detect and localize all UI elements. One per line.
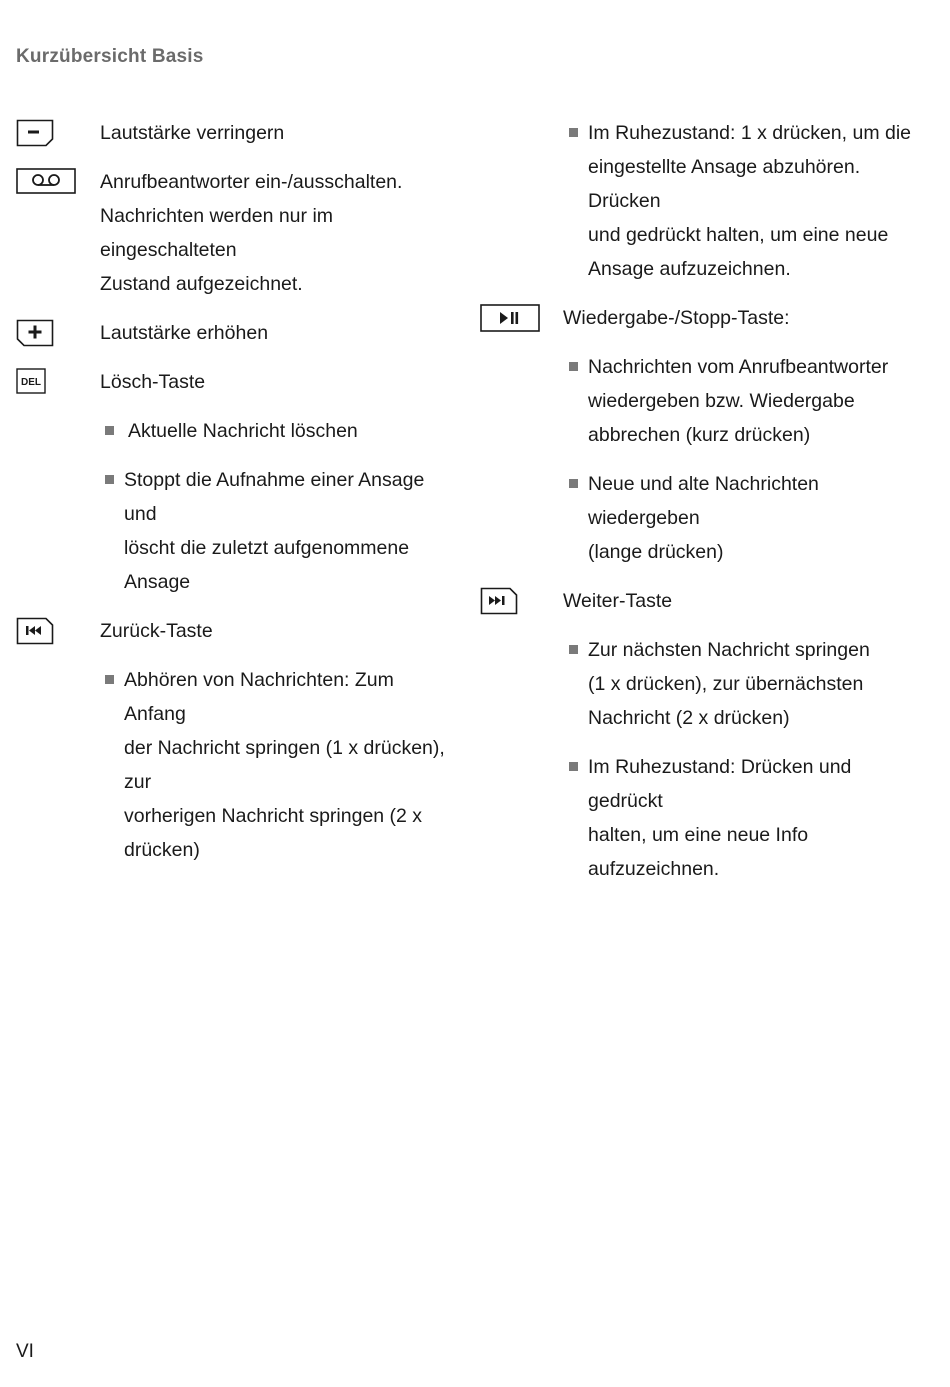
bullet-text: drücken) — [124, 839, 200, 861]
bullet-text: der Nachricht springen (1 x drücken), zur — [124, 737, 445, 793]
bullet-square-icon — [105, 426, 114, 435]
key-entry-play-stop — [480, 301, 930, 335]
bullet-square-icon — [569, 762, 578, 771]
bullet-text: Nachrichten vom Anrufbeantworter — [588, 356, 889, 378]
key-entry-next — [480, 584, 930, 618]
bullet-text: Nachricht (2 x drücken) — [588, 707, 790, 729]
entry-text: Lösch-Taste — [100, 371, 206, 393]
entry-text: Nachrichten werden nur im eingeschalteten — [100, 205, 334, 261]
bullet-text: eingestellte Ansage abzuhören. Drücken — [588, 156, 861, 212]
bullet-square-icon — [569, 479, 578, 488]
entry-text: Lautstärke erhöhen — [100, 322, 269, 344]
previous-key-icon — [16, 617, 54, 645]
bullet-text: Neue und alte Nachrichten wiedergeben — [588, 473, 819, 529]
bullet-text: löscht die zuletzt aufgenommene — [124, 537, 410, 559]
bullet-item — [16, 414, 456, 448]
bullet-text: abbrechen (kurz drücken) — [588, 424, 811, 446]
bullet-item — [480, 116, 930, 286]
bullet-item — [480, 350, 930, 452]
next-key-icon — [480, 587, 518, 615]
right-column — [480, 116, 930, 901]
bullet-text: (lange drücken) — [588, 541, 724, 563]
bullet-text: Abhören von Nachrichten: Zum Anfang — [124, 669, 394, 725]
bullet-text: und gedrückt halten, um eine neue — [588, 224, 889, 246]
bullet-text: vorherigen Nachricht springen (2 x — [124, 805, 423, 827]
bullet-text: wiedergeben bzw. Wiedergabe — [588, 390, 855, 412]
bullet-square-icon — [569, 128, 578, 137]
bullet-item — [480, 750, 930, 886]
bullet-text: Ansage — [124, 571, 191, 593]
key-entry-answering-machine — [16, 165, 456, 301]
bullet-item — [480, 467, 930, 569]
bullet-square-icon — [569, 645, 578, 654]
page-number: VI — [16, 1341, 34, 1362]
entry-text: Zurück-Taste — [100, 620, 213, 642]
bullet-text: (1 x drücken), zur übernächsten — [588, 673, 864, 695]
bullet-square-icon — [105, 475, 114, 484]
bullet-text: Im Ruhezustand: Drücken und gedrückt — [588, 756, 852, 812]
key-entry-delete — [16, 365, 456, 399]
left-column — [16, 116, 456, 882]
delete-key-icon — [16, 368, 46, 394]
volume-up-key-icon — [16, 319, 54, 347]
answering-machine-key-icon — [16, 168, 76, 194]
entry-text: Lautstärke verringern — [100, 122, 285, 144]
entry-text: Wiedergabe-/Stopp-Taste: — [563, 307, 790, 329]
bullet-text: halten, um eine neue Info aufzuzeichnen. — [588, 824, 809, 880]
entry-text: Weiter-Taste — [563, 590, 673, 612]
delete-key-label: DEL — [21, 377, 41, 388]
bullet-text: Ansage aufzuzeichnen. — [588, 258, 791, 280]
bullet-item — [16, 663, 456, 867]
bullet-square-icon — [569, 362, 578, 371]
bullet-square-icon — [105, 675, 114, 684]
bullet-text: Im Ruhezustand: 1 x drücken, um die — [588, 122, 911, 144]
entry-text: Anrufbeantworter ein-/ausschalten. — [100, 171, 403, 193]
key-entry-volume-up — [16, 316, 456, 350]
bullet-text: Aktuelle Nachricht löschen — [128, 420, 358, 442]
bullet-text: Zur nächsten Nachricht springen — [588, 639, 870, 661]
bullet-text: Stoppt die Aufnahme einer Ansage und — [124, 469, 425, 525]
key-entry-previous — [16, 614, 456, 648]
page-header: Kurzübersicht Basis — [16, 46, 204, 67]
key-entry-volume-down — [16, 116, 456, 150]
bullet-item — [16, 463, 456, 599]
play-stop-key-icon — [480, 304, 540, 332]
entry-text: Zustand aufgezeichnet. — [100, 273, 303, 295]
bullet-item — [480, 633, 930, 735]
volume-down-key-icon — [16, 119, 54, 147]
